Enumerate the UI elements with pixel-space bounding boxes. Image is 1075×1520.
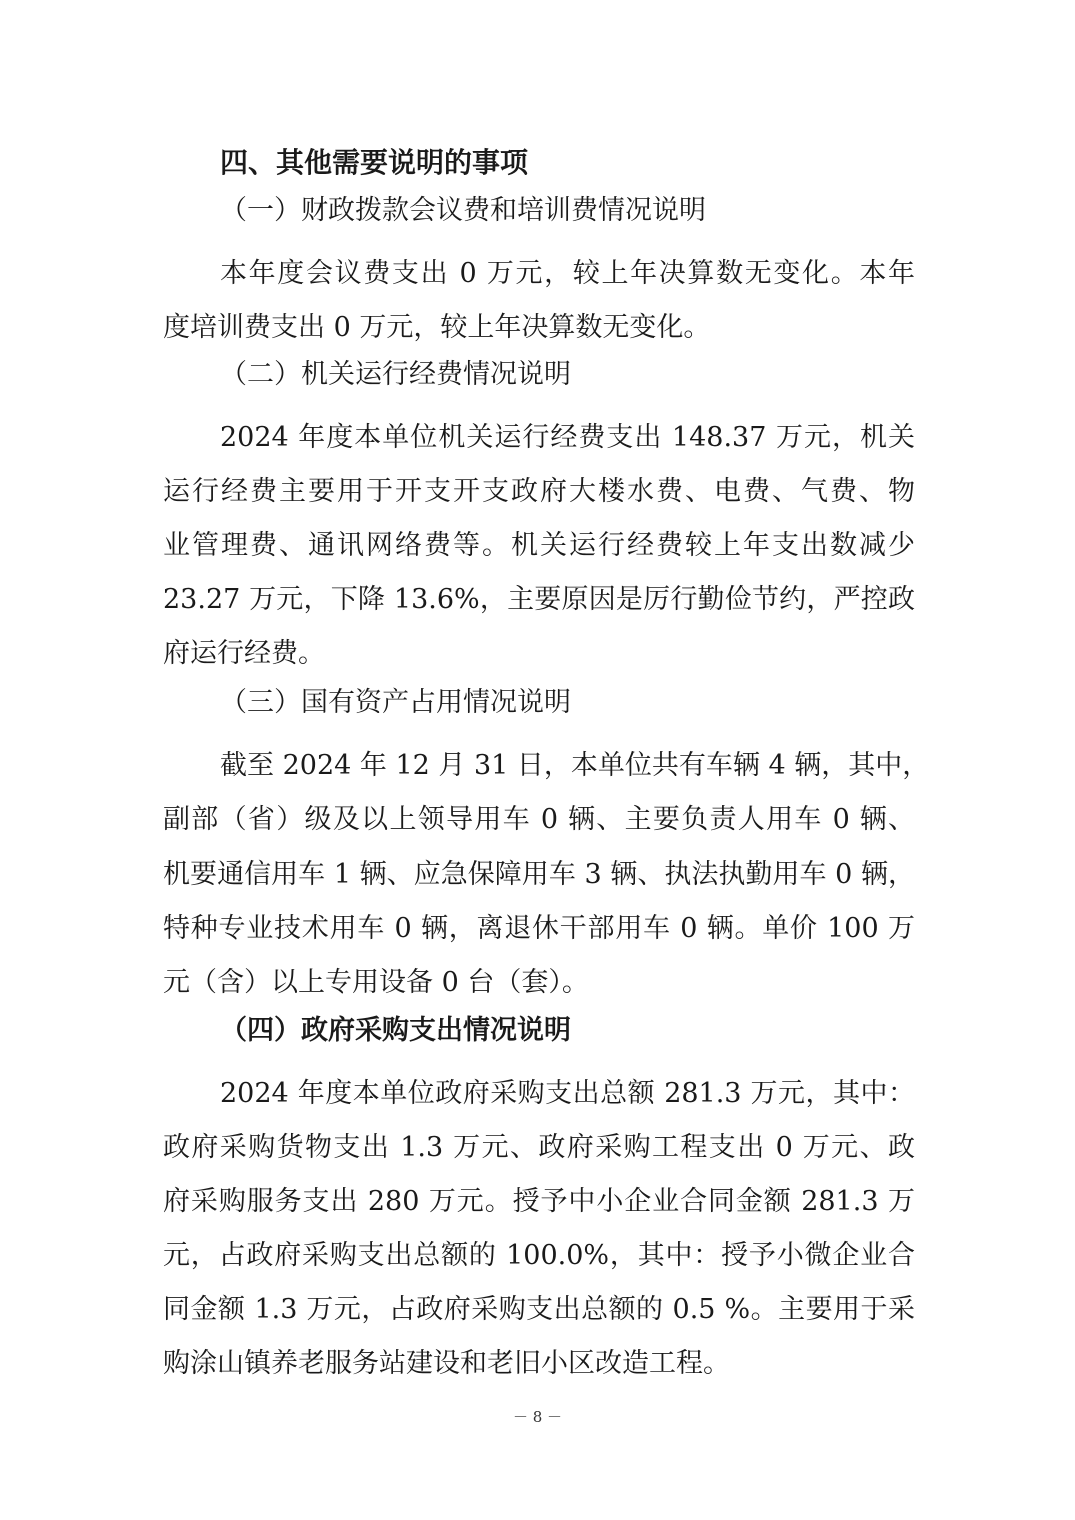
paragraph-line: 业管理费、通讯网络费等。机关运行经费较上年支出数减少	[163, 530, 915, 561]
paragraph-line: 府采购服务支出 280 万元。授予中小企业合同金额 281.3 万	[163, 1186, 915, 1217]
paragraph-line: 府运行经费。	[163, 638, 325, 669]
paragraph-line: 23.27 万元，下降 13.6%，主要原因是厉行勤俭节约，严控政	[163, 584, 915, 615]
page-number: － 8 －	[512, 1408, 563, 1426]
paragraph-line: 政府采购货物支出 1.3 万元、政府采购工程支出 0 万元、政	[163, 1132, 915, 1163]
paragraph-line: 2024 年度本单位政府采购支出总额 281.3 万元，其中：	[220, 1078, 915, 1109]
section-title: 四、其他需要说明的事项	[220, 146, 529, 179]
paragraph-line: 度培训费支出 0 万元，较上年决算数无变化。	[163, 312, 711, 343]
paragraph-line: 购涂山镇养老服务站建设和老旧小区改造工程。	[163, 1348, 730, 1379]
paragraph-line: 运行经费主要用于开支开支政府大楼水费、电费、气费、物	[163, 476, 915, 507]
paragraph-line: 副部（省）级及以上领导用车 0 辆、主要负责人用车 0 辆、	[163, 804, 915, 835]
subsection-heading-2: （二）机关运行经费情况说明	[220, 359, 571, 390]
paragraph-line: 2024 年度本单位机关运行经费支出 148.37 万元，机关	[220, 422, 915, 453]
paragraph-line: 本年度会议费支出 0 万元，较上年决算数无变化。本年	[220, 258, 915, 289]
subsection-heading-1: （一）财政拨款会议费和培训费情况说明	[220, 195, 706, 226]
paragraph-line: 元，占政府采购支出总额的 100.0%，其中：授予小微企业合	[163, 1240, 915, 1271]
paragraph-line: 机要通信用车 1 辆、应急保障用车 3 辆、执法执勤用车 0 辆，	[163, 859, 915, 890]
paragraph-line: 特种专业技术用车 0 辆，离退休干部用车 0 辆。单价 100 万	[163, 913, 915, 944]
subsection-heading-4: （四）政府采购支出情况说明	[220, 1015, 571, 1046]
paragraph-line: 元（含）以上专用设备 0 台（套）。	[163, 967, 589, 998]
subsection-heading-3: （三）国有资产占用情况说明	[220, 687, 571, 718]
paragraph-line: 截至 2024 年 12 月 31 日，本单位共有车辆 4 辆，其中，	[220, 750, 930, 781]
paragraph-line: 同金额 1.3 万元，占政府采购支出总额的 0.5 %。主要用于采	[163, 1294, 915, 1325]
